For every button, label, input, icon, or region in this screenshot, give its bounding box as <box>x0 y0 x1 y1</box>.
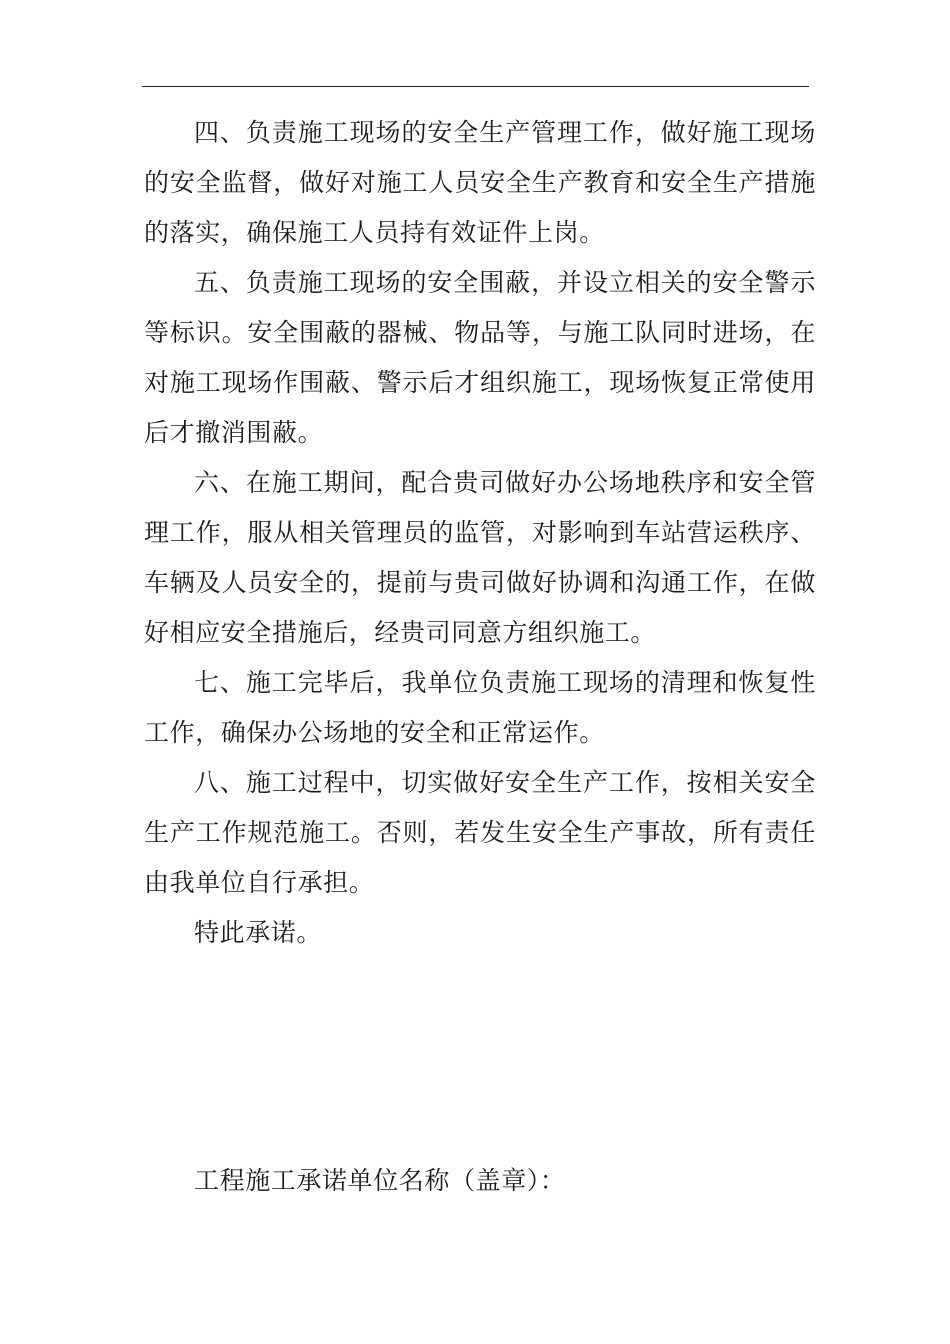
signature-line: 工程施工承诺单位名称（盖章）： <box>194 1166 566 1195</box>
document-body <box>144 108 816 958</box>
paragraph-item-8: 八、施工过程中，切实做好安全生产工作，按相关安全生产工作规范施工。否则，若发生安全生产事故，所有责任由我单位自行承担。 <box>144 768 816 897</box>
closing-statement: 特此承诺。 <box>194 918 323 947</box>
paragraph-item-7: 七、施工完毕后，我单位负责施工现场的清理和恢复性工作，确保办公场地的安全和正常运作。 <box>144 668 816 747</box>
paragraph-item-4: 四、负责施工现场的安全生产管理工作，做好施工现场的安全监督，做好对施工人员安全生产教育和安全生产措施的落实，确保施工人员持有效证件上岗。 <box>144 118 816 247</box>
paragraph-item-6: 六、在施工期间，配合贵司做好办公场地秩序和安全管理工作，服从相关管理员的监管，对影响到车站营运秩序、车辆及人员安全的，提前与贵司做好协调和沟通工作，在做好相应安全措施后，经贵司同意方组织施工。 <box>144 468 816 647</box>
paragraph-item-5: 五、负责施工现场的安全围蔽，并设立相关的安全警示等标识。安全围蔽的器械、物品等，与施工队同时进场，在对施工现场作围蔽、警示后才组织施工，现场恢复正常使用后才撤消围蔽。 <box>144 268 816 447</box>
header-rule <box>142 86 809 87</box>
